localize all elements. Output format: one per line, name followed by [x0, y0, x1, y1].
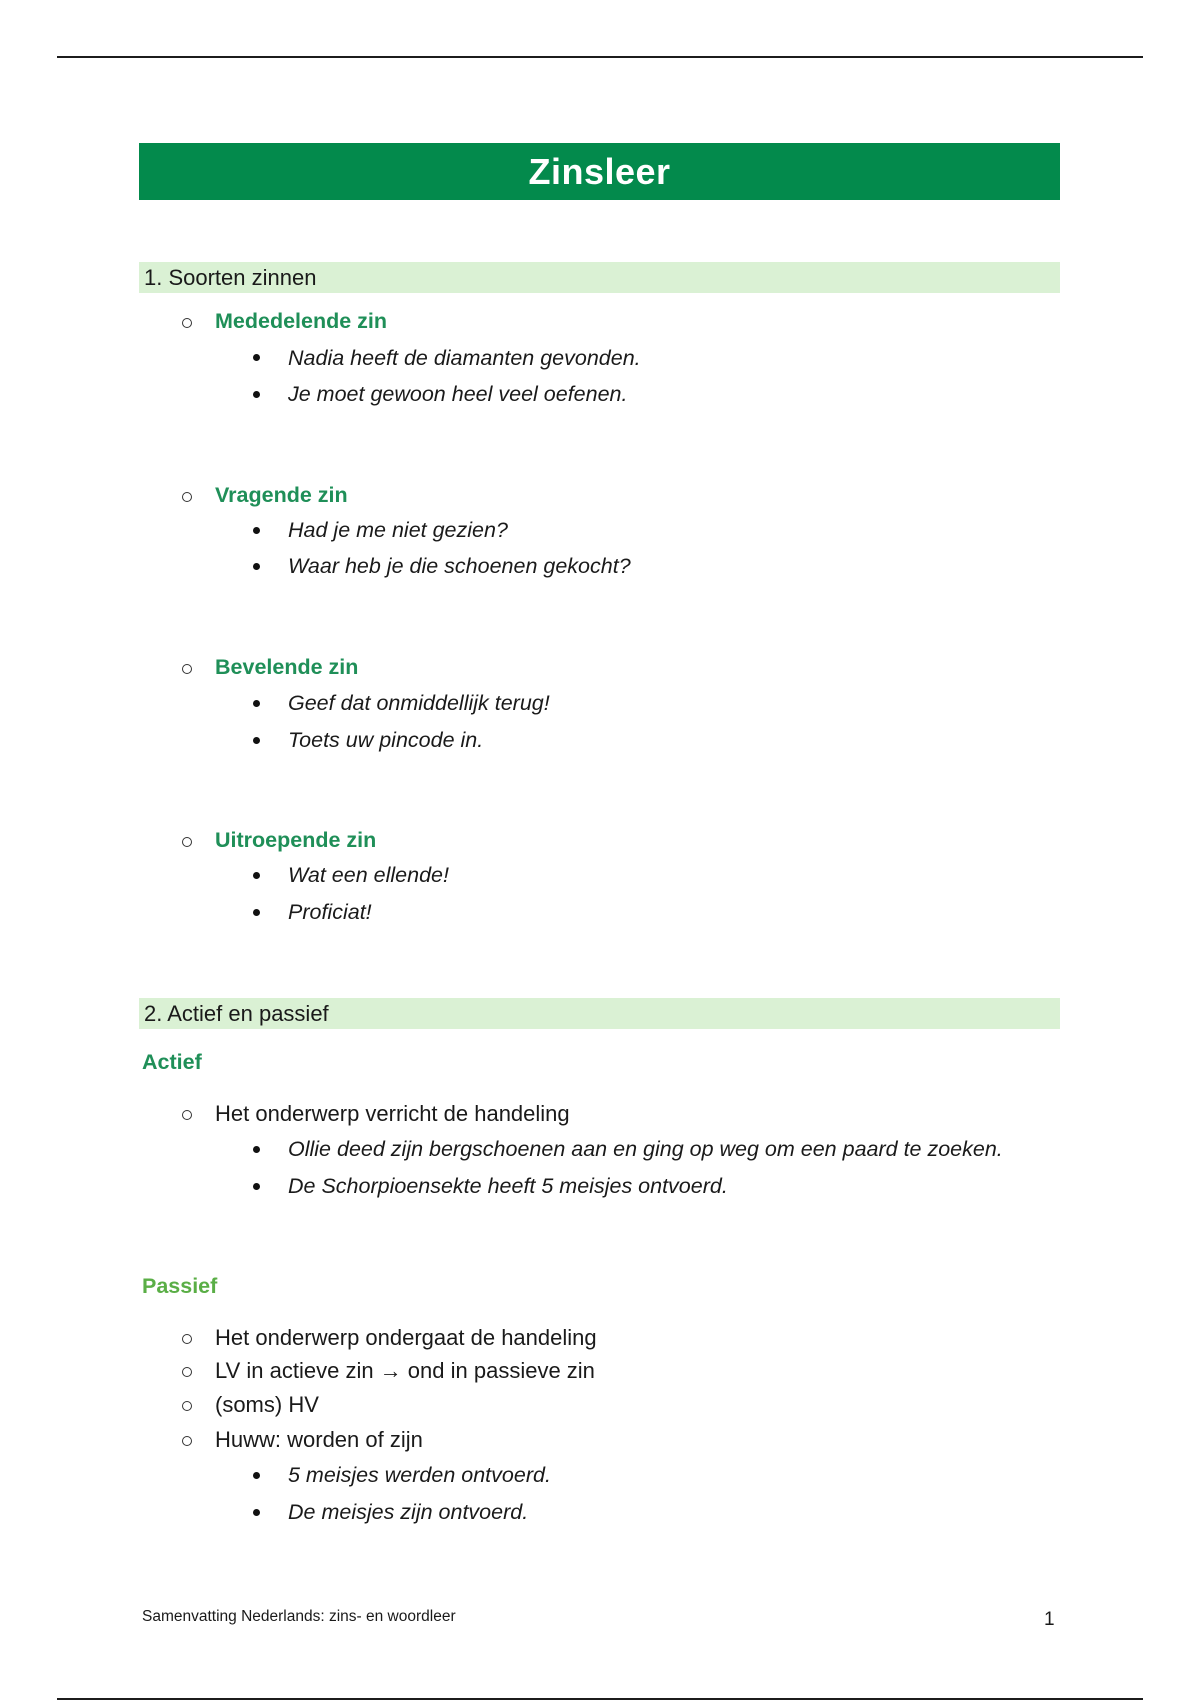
section-heading-actief-passief: 2. Actief en passief	[139, 998, 1060, 1029]
example-sentence: Toets uw pincode in.	[288, 728, 484, 752]
example-sentence: De Schorpioensekte heeft 5 meisjes ontvoerd.	[288, 1174, 728, 1198]
passief-point: (soms) HV	[215, 1392, 319, 1417]
circle-bullet	[182, 664, 192, 674]
circle-bullet	[182, 1334, 192, 1344]
example-sentence: Geef dat onmiddellijk terug!	[288, 691, 550, 715]
circle-bullet	[182, 318, 192, 328]
passief-point: Het onderwerp ondergaat de handeling	[215, 1325, 597, 1350]
circle-bullet	[182, 1110, 192, 1120]
example-sentence: Je moet gewoon heel veel oefenen.	[288, 382, 628, 406]
top-rule	[57, 56, 1143, 58]
dot-bullet	[253, 1183, 260, 1190]
dot-bullet	[253, 737, 260, 744]
circle-bullet	[182, 1401, 192, 1411]
example-sentence: Proficiat!	[288, 900, 372, 924]
actief-heading: Actief	[142, 1050, 202, 1074]
example-sentence: Wat een ellende!	[288, 863, 449, 887]
actief-point: Het onderwerp verricht de handeling	[215, 1101, 570, 1126]
dot-bullet	[253, 354, 260, 361]
page-title: Zinsleer	[139, 143, 1060, 200]
dot-bullet	[253, 700, 260, 707]
page-number: 1	[1044, 1609, 1055, 1630]
dot-bullet	[253, 527, 260, 534]
passief-point: LV in actieve zin → ond in passieve zin	[215, 1358, 595, 1383]
example-sentence: Nadia heeft de diamanten gevonden.	[288, 346, 641, 370]
sentence-type-vragend: Vragende zin	[215, 483, 348, 507]
sentence-type-mededelend: Mededelende zin	[215, 309, 388, 333]
dot-bullet	[253, 563, 260, 570]
example-sentence: Ollie deed zijn bergschoenen aan en ging op weg om een paard te zoeken.	[288, 1137, 1003, 1161]
circle-bullet	[182, 1436, 192, 1446]
section-heading-soorten-zinnen: 1. Soorten zinnen	[139, 262, 1060, 293]
circle-bullet	[182, 492, 192, 502]
circle-bullet	[182, 837, 192, 847]
dot-bullet	[253, 909, 260, 916]
example-sentence: Waar heb je die schoenen gekocht?	[288, 554, 631, 578]
example-sentence: Had je me niet gezien?	[288, 518, 508, 542]
dot-bullet	[253, 391, 260, 398]
sentence-type-uitroepend: Uitroepende zin	[215, 828, 377, 852]
passief-heading: Passief	[142, 1274, 218, 1298]
footer-text: Samenvatting Nederlands: zins- en woordleer	[142, 1608, 456, 1625]
sentence-type-bevelend: Bevelende zin	[215, 655, 359, 679]
dot-bullet	[253, 1509, 260, 1516]
example-sentence: De meisjes zijn ontvoerd.	[288, 1500, 529, 1524]
dot-bullet	[253, 1472, 260, 1479]
example-sentence: 5 meisjes werden ontvoerd.	[288, 1463, 551, 1487]
dot-bullet	[253, 872, 260, 879]
circle-bullet	[182, 1367, 192, 1377]
passief-point: Huww: worden of zijn	[215, 1427, 423, 1452]
dot-bullet	[253, 1146, 260, 1153]
